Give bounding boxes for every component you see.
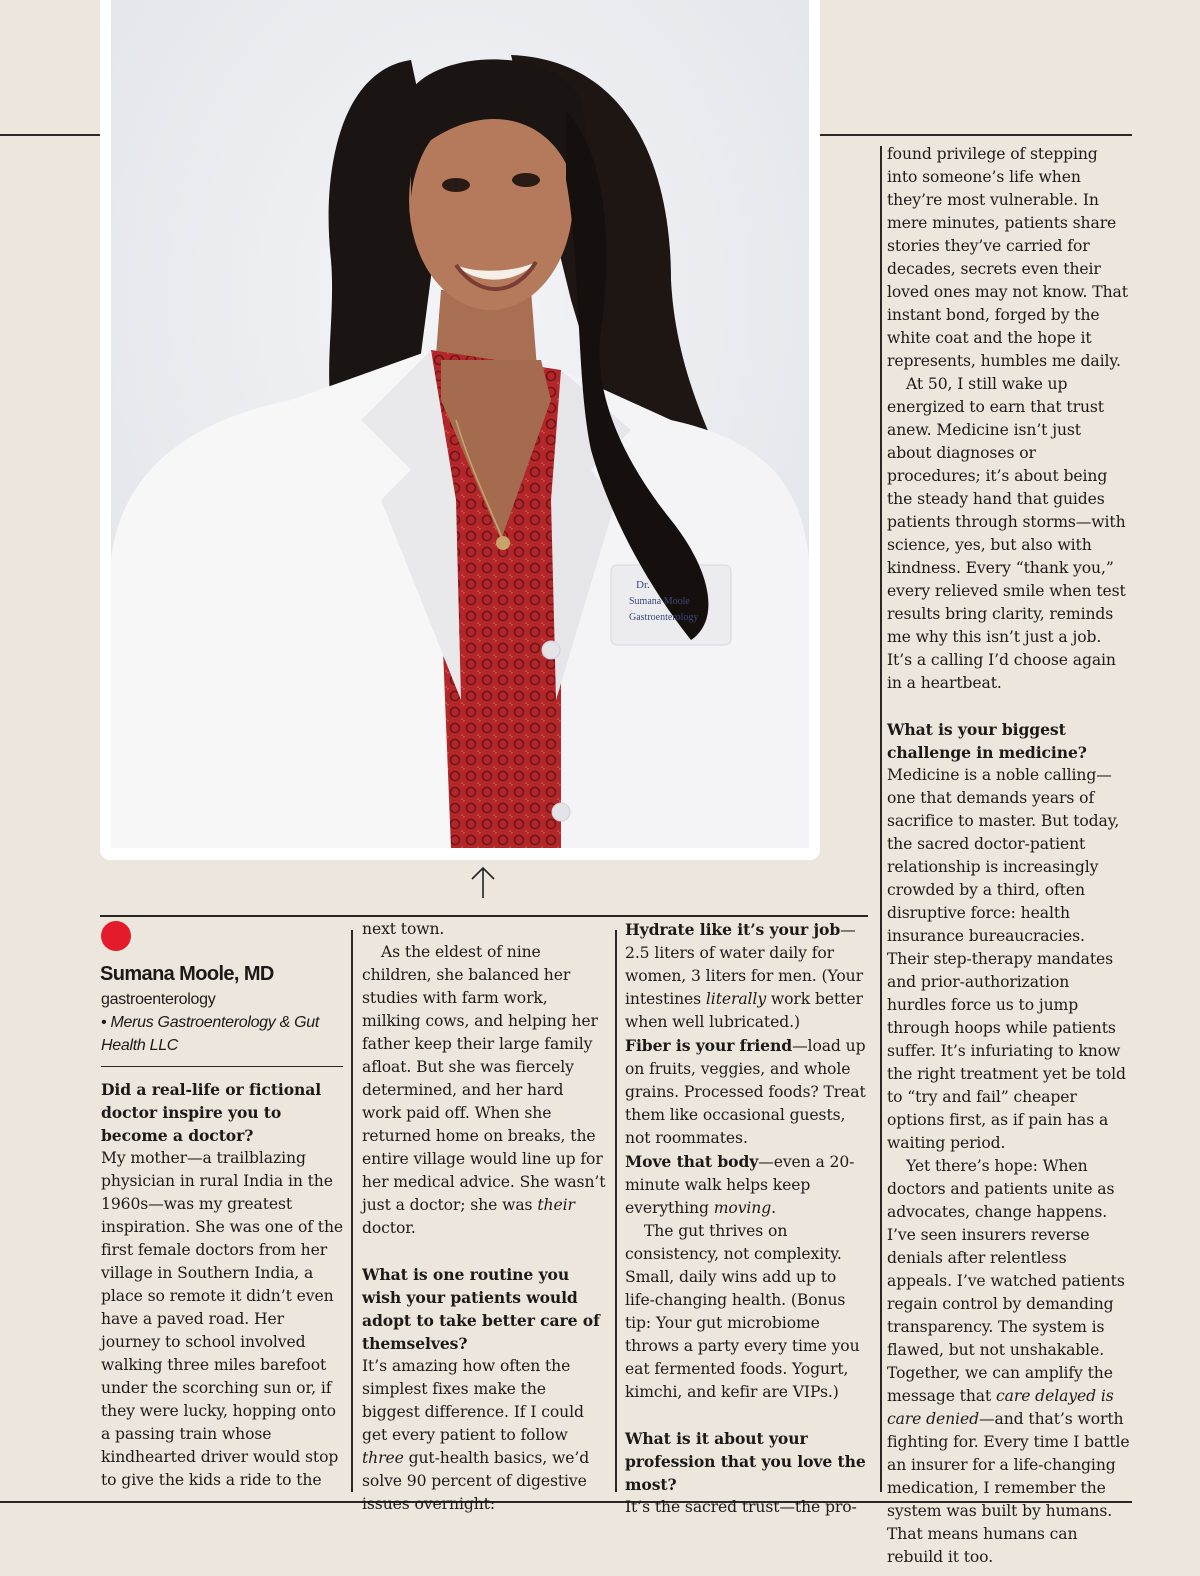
tip-move-b: . bbox=[771, 1199, 776, 1217]
answer-routine-a: It’s amazing how often the simplest fixes make the biggest difference. If I could get every patient to follow bbox=[362, 1357, 584, 1444]
arrow-up-icon bbox=[470, 866, 496, 900]
tip-hydrate-lead: Hydrate like it’s your job bbox=[625, 920, 841, 939]
tip-hydrate-a: —2.5 liters of water daily for women, 3 liters for men. (Your intestines bbox=[625, 921, 863, 1008]
tip-move-em: moving bbox=[713, 1199, 772, 1217]
hope-paragraph bbox=[887, 1155, 1130, 1569]
gut-paragraph: The gut thrives on consistency, not complexity. Small, daily wins add up to life-changing health. (Bonus tip: Your gut microbiome throws a party every time you eat fermented foods. Yogurt, kimchi, and kefir are VIPs.) bbox=[625, 1222, 860, 1401]
top-rule-right bbox=[820, 134, 1132, 136]
eldest-paragraph bbox=[362, 941, 606, 1240]
tip-move bbox=[625, 1150, 869, 1220]
column-4 bbox=[887, 143, 1130, 1569]
answer-inspiration: My mother—a trailblazing physician in rural India in the 1960s—was my greatest inspiration. She was one of the first female doctors from her village in Southern India, a place so remote it didn’t even have a paved road. Her journey to school involved walking three miles barefoot under the scorching sun or, if they were lucky, hopping onto a passing train whose kindhearted driver would stop to give the kids a ride to the bbox=[101, 1149, 344, 1489]
question-inspiration: Did a real-life or fictional doctor inspire you to become a doctor? bbox=[101, 1080, 322, 1145]
doctor-specialty: gastroenterology bbox=[101, 991, 216, 1008]
tip-hydrate-em: literally bbox=[705, 990, 767, 1008]
column-divider-2 bbox=[615, 930, 617, 1492]
column-divider-3 bbox=[880, 146, 882, 1492]
pocket-text-3: Gastroenterology bbox=[629, 612, 699, 623]
section-rule bbox=[100, 915, 868, 917]
calling-paragraph: At 50, I still wake up energized to earn that trust anew. Medicine isn’t just about diagnoses or procedures; it’s about being the steady hand that guides patients through storms—with science, yes, but also with kindness. Every “thank you,” every relieved smile when test results bring clarity, reminds me why this isn’t just a job. It’s a calling I’d choose again in a heartbeat. bbox=[887, 375, 1126, 692]
tip-hydrate bbox=[625, 918, 869, 1034]
tip-fiber-lead: Fiber is your friend bbox=[625, 1036, 793, 1055]
hope-paragraph-em: care delayed is care denied bbox=[887, 1387, 1114, 1428]
answer-love-start: It’s the sacred trust—the pro- bbox=[625, 1498, 857, 1516]
column-1 bbox=[101, 1078, 345, 1492]
column-3 bbox=[625, 918, 869, 1519]
column-2 bbox=[362, 918, 606, 1516]
pocket-text-1: Dr. bbox=[636, 579, 650, 591]
question-challenge: What is your biggest challenge in medicine? bbox=[887, 720, 1087, 762]
answer-routine-em: three bbox=[362, 1449, 404, 1467]
eldest-paragraph-end: doctor. bbox=[362, 1219, 416, 1237]
tip-hydrate-b: work better when well lubricated.) bbox=[625, 990, 863, 1031]
doctor-name: Sumana Moole, MD bbox=[100, 963, 274, 985]
eldest-paragraph-em: their bbox=[537, 1196, 575, 1214]
answer-routine bbox=[362, 1355, 606, 1516]
pocket-text-2: Sumana Moole bbox=[629, 596, 690, 607]
column-divider-1 bbox=[351, 930, 353, 1492]
answer-challenge: Medicine is a noble calling—one that demands years of sacrifice to master. But today, the sacred doctor-patient relationship is increasingly crowded by a third, often disruptive force: health insurance bureaucracies. Their step-therapy mandates and prior-authorization hurdles force us to jump through hoops while patients suffer. It’s infuriating to know the right treatment yet be told to “try and fail” cheaper options first, as if pain has a waiting period. bbox=[887, 766, 1126, 1152]
question-routine: What is one routine you wish your patients would adopt to take better care of themselves? bbox=[362, 1265, 600, 1353]
eldest-paragraph-text: As the eldest of nine children, she balanced her studies with farm work, milking cows, and helping her father keep their large family afloat. But she was fiercely determined, and her hard work paid off. When she returned home on breaks, the entire village would line up for her medical advice. She wasn’t just a doctor; she was bbox=[362, 943, 606, 1214]
portrait-photo bbox=[111, 0, 809, 848]
answer-routine-b: gut-health basics, we’d solve 90 percent of digestive issues overnight: bbox=[362, 1449, 590, 1513]
profile-rule bbox=[101, 1066, 343, 1067]
tip-fiber-text: —load up on fruits, veggies, and whole grains. Processed foods? Treat them like occasional guests, not roommates. bbox=[625, 1037, 866, 1147]
question-love: What is it about your profession that you love the most? bbox=[625, 1429, 866, 1494]
red-dot-icon bbox=[101, 921, 131, 951]
top-rule-left bbox=[0, 134, 100, 136]
answer-love-continued: found privilege of stepping into someone’s life when they’re most vulnerable. In mere minutes, patients share stories they’ve carried for decades, secrets even their loved ones may not know. That instant bond, forged by the white coat and the hope it represents, humbles me daily. bbox=[887, 145, 1128, 370]
tip-fiber bbox=[625, 1034, 869, 1150]
hope-paragraph-b: —and that’s worth fighting for. Every time I battle an insurer for a life-changing medication, I remember the system was built by humans. That means humans can rebuild it too. bbox=[887, 1410, 1130, 1566]
hope-paragraph-a: Yet there’s hope: When doctors and patients unite as advocates, change happens. I’ve seen insurers reverse denials after relentless appeals. I’ve watched patients regain control by demanding transparency. The system is flawed, but not unshakable. Together, we can amplify the message that bbox=[887, 1157, 1125, 1405]
tip-move-a: —even a 20-minute walk helps keep everything bbox=[625, 1153, 855, 1217]
doctor-practice: • Merus Gastroenterology & Gut Health LLC bbox=[101, 1014, 320, 1054]
portrait-frame bbox=[100, 0, 820, 860]
portrait-illustration bbox=[111, 0, 809, 848]
tip-move-lead: Move that body bbox=[625, 1152, 759, 1171]
answer-inspiration-continued: next town. bbox=[362, 920, 445, 938]
